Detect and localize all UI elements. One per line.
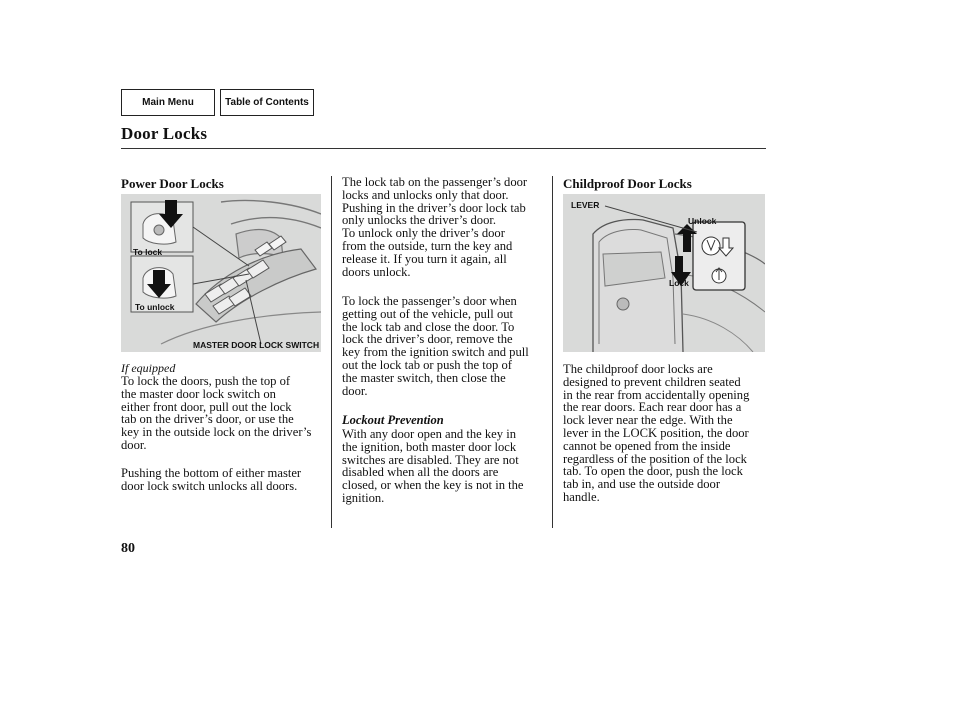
lock-label: Lock: [669, 278, 689, 288]
main-menu-button[interactable]: Main Menu: [121, 89, 215, 116]
lever-label: LEVER: [571, 200, 600, 210]
if-equipped-note: If equipped: [121, 361, 176, 375]
to-unlock-label: To unlock: [135, 302, 175, 312]
lock-tab-paragraph: The lock tab on the passenger’s door locks and unlocks only that door. Pushing in the driver’s door lock tab only unlocks the driver’s door. To unlock only the driver’s door from the outside, turn the key and release it. If you turn it again, all doors unlock.: [342, 175, 528, 279]
page-title: Door Locks: [121, 124, 208, 143]
rear-door-illustration: [563, 194, 765, 352]
power-door-locks-heading: Power Door Locks: [121, 176, 224, 191]
page-number: 80: [121, 541, 135, 556]
to-lock-label: To lock: [133, 247, 163, 257]
unlock-label: Unlock: [688, 216, 717, 226]
lockout-prevention-heading: Lockout Prevention: [342, 413, 444, 427]
door-panel-illustration: [121, 194, 321, 352]
lock-passenger-paragraph: To lock the passenger’s door when getting out of the vehicle, pull out the lock tab and close the door. To lock the driver’s door, remove the key from the ignition switch and pull out the lock tab or push the top of the master switch, then close the door.: [342, 294, 529, 398]
childproof-paragraph: The childproof door locks are designed to prevent children seated in the rear from accidentally opening the rear doors. Each rear door has a lock lever near the edge. With the lever in the LOCK position, the door cannot be opened from the inside regardless of the position of the lock tab. To open the door, push the lock tab in, and use the outside door handle.: [563, 362, 750, 504]
master-switch-label: MASTER DOOR LOCK SWITCH: [193, 340, 320, 350]
master-door-lock-switch-figure: [121, 194, 321, 352]
childproof-lock-figure: [563, 194, 765, 352]
title-divider: [121, 148, 766, 149]
column-divider-1: [331, 176, 332, 528]
column-divider-2: [552, 176, 553, 528]
lockout-prevention-paragraph: With any door open and the key in the ignition, both master door lock switches are disabled. They are not disabled when all the doors are closed, or when the key is not in the ignition.: [342, 427, 524, 505]
power-locks-paragraph-2: Pushing the bottom of either master door lock switch unlocks all doors.: [121, 466, 302, 493]
childproof-door-locks-heading: Childproof Door Locks: [563, 176, 692, 191]
table-of-contents-button[interactable]: Table of Contents: [220, 89, 314, 116]
power-locks-paragraph-1: To lock the doors, push the top of the master door lock switch on either front door, pull out the lock tab on the driver’s door, or use the key in the outside lock on the driver’s door.: [121, 374, 312, 452]
